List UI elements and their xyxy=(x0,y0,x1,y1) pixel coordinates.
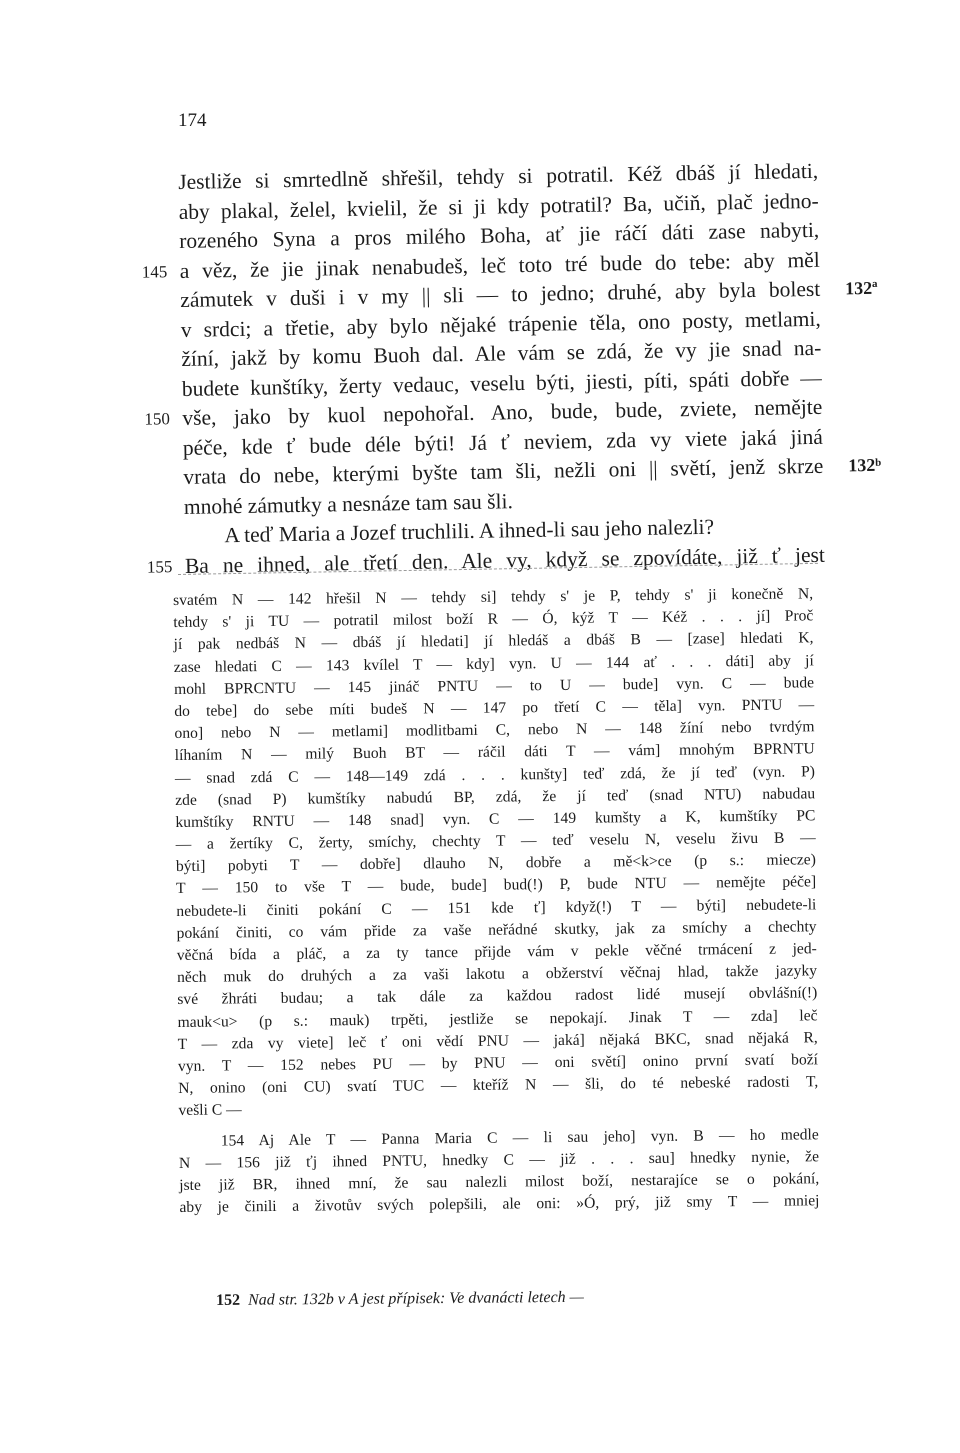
apparatus-line-text: vešli C — xyxy=(178,1101,242,1120)
main-line-text: rozeného Syna a pros milého Boha, ať jie ráčí dáti zase nabyti, xyxy=(179,217,820,253)
apparatus-line-text: T — zda vy viete] leč ť oni vědí PNU — jaká] nějaká BKC, snad nějaká R, xyxy=(177,1029,818,1053)
apparatus-line-text: vyn. T — 152 nebes PU — by PNU — oni světí] onino první svatí boží xyxy=(177,1051,819,1075)
apparatus-line-text: něch muk do druhých a za vaši lakotu a obžerství věčnaj hlad, takže jazyky xyxy=(176,962,818,987)
apparatus-line-text: N, onino (oni CU) svatí TUC — kteříž N — šli, do té nebeské radosti T, xyxy=(178,1073,819,1098)
apparatus-line-text: věčná bída a pláč, a za ty tance přijde vám v pekle věčné trmácení z jed- xyxy=(176,940,817,964)
critical-apparatus xyxy=(173,583,830,1219)
line-number: 150 xyxy=(144,409,171,429)
main-line-text: žíní, jakž by komu Buoh dal. Ale vám se zdá, že vy jie snad na- xyxy=(181,335,822,371)
apparatus-line-text: 154 Aj Ale T — Panna Maria C — li sau jeho] vyn. B — ho medle xyxy=(220,1125,819,1150)
main-line-text: vrata do nebe, kterými byšte tam šli, nežli oni || světí, jenž skrze xyxy=(183,453,824,489)
apparatus-line-text: do tebe] do sebe míti budeš N — 147 po třetí C — těla] vyn. PNTU — xyxy=(174,696,815,720)
apparatus-line-text: — snad zdá C — 148—149 zdá . . . kunšty] teď zdá, že jí teď (vyn. P) xyxy=(174,762,816,787)
apparatus-line-text: tehdy s' ji TU — potratil milost boží R — Ó, kýž T — Kéž . . . jí] Proč xyxy=(173,607,814,632)
apparatus-line-text: nebudete-li činiti pokání C — 151 kde ť] když(!) T — býti] nebudete-li xyxy=(176,895,817,920)
margin-folio: 132ª xyxy=(845,277,878,299)
main-line-text: vše, jako by kuol nepohořal. Ano, bude, bude, zviete, nemějte xyxy=(182,394,823,430)
main-text xyxy=(141,157,882,581)
main-line-text: a věz, že jie jinak nenabudeš, leč toto tré bude do tebe: aby měl xyxy=(179,247,820,283)
apparatus-line-text: N — 156 již ťj ihned PNTU, hnedky C — již . . . sau] hnedky nynie, že xyxy=(178,1147,820,1172)
main-line-text: péče, kde ť bude déle býti! Já ť neviem, zda vy viete jaká jiná xyxy=(182,424,823,460)
apparatus-line-text: aby je činili a životův svých polepšili, ale oni: »Ó, prý, již smy T — mniej xyxy=(179,1192,820,1217)
note-text: Nad str. 132b v A jest přípisek: Ve dvanácti letech — xyxy=(247,1288,584,1309)
apparatus-line-text: líhaním N — milý Buoh BT — ráčil dáti T — vám] mnohým BPRNTU xyxy=(174,740,815,765)
main-line-text: v srdci; a třetie, aby bylo nějaké trápenie těla, ono posty, metlami, xyxy=(180,306,821,342)
apparatus-line-text: pokání činiti, co vám přide za vaše neřádné skutky, jak za smíchy a chechty xyxy=(176,918,817,942)
main-line-text: A teď Maria a Jozef truchlili. A ihned-li sau jeho nalezli? xyxy=(224,514,715,548)
apparatus-line-text: zase hledati C — 143 kvílel T — kdy] vyn. U — 144 ať . . . dáti] aby jí xyxy=(173,651,814,676)
apparatus-line-text: ono] nebo N — metlami] modlitbami C, nebo N — 148 žíní nebo tvrdým xyxy=(174,718,815,743)
apparatus-line-text: zde (snad P) kumštíky nabudú BP, zdá, že jí teď (snad NTU) nabudau xyxy=(175,784,816,809)
main-line-text: aby plakal, želel, kvielil, že si ji kdy potratil? Ba, učiň, plač jedno- xyxy=(178,188,819,224)
apparatus-line-text: mohl BPRCNTU — 145 jináč PNTU — to U — bude] vyn. C — bude xyxy=(173,674,815,698)
main-line-text: zámutek v duši i v my || sli — to jedno; druhé, aby byla bolest xyxy=(180,276,821,312)
line-number: 145 xyxy=(141,261,168,282)
page-number: 174 xyxy=(178,110,207,131)
apparatus-line-text: jste již BR, ihned mní, že sau nalezli milost boží, nestarajíce se o pokání, xyxy=(179,1170,820,1194)
apparatus-line-text: svatém N — 142 hřešil N — tehdy si] tehdy s' je P, tehdy s' ji konečně N, xyxy=(173,585,814,609)
apparatus-line-text: býti] pobyti T — dobře] dlauho N, dobře a mě<k>ce (p s.: miecze) xyxy=(175,851,816,876)
main-line-text: Jestliže si smrtedlně shřešil, tehdy si potratil. Kéž dbáš jí hledati, xyxy=(178,158,819,194)
apparatus-line-text: jí pak nedbáš N — dbáš jí hledati] jí hledáš a dbáš B — [zase] hledati K, xyxy=(173,629,814,654)
main-line-text: Ba ne ihned, ale třetí den. Ale vy, když se zpovídáte, již ť jest xyxy=(184,542,826,578)
apparatus-line-text: mauk<u> (p s.: mauk) trpěti, jestliže se nepokají. Jinak T — zda] leč xyxy=(177,1006,818,1031)
apparatus-line-text: své žhráti budau; a tak dále za každou radost lidé musejí obvlášní(!) xyxy=(177,984,818,1009)
note-number: 152 xyxy=(216,1291,241,1309)
apparatus-line-text: T — 150 to vše T — bude, bude] bud(!) P, bude NTU — nemějte péče] xyxy=(176,873,817,898)
apparatus-line-text: — a žertíky C, žerty, smíchy, chechty T — teď veselu N, veselu živu B — xyxy=(175,829,816,854)
main-line-text: mnohé zámutky a nesnáze tam sau šli. xyxy=(183,488,514,519)
line-number: 155 xyxy=(146,556,173,577)
marginal-note xyxy=(216,1289,584,1310)
main-line-text: budete kunštíky, žerty vedauc, veselu býti, jiesti, píti, spáti dobře — xyxy=(181,365,822,401)
margin-folio: 132ᵇ xyxy=(848,454,882,476)
apparatus-line-text: kumštíky RNTU — 148 snad] vyn. C — 149 kumšty a K, kumštíky PC xyxy=(175,807,816,831)
